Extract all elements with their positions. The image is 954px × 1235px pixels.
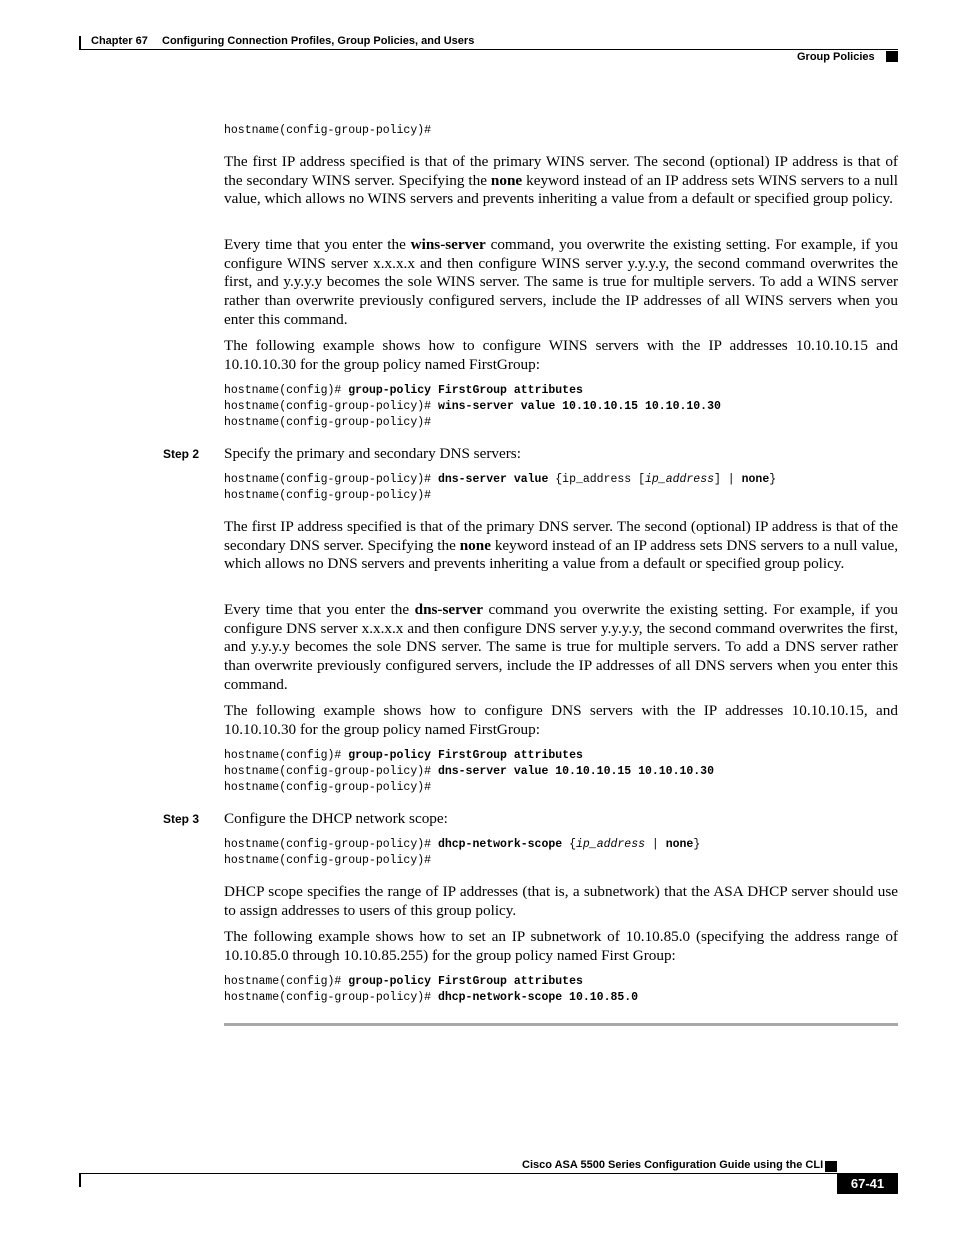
wins-paragraph-2: Every time that you enter the wins-server command, you overwrite the existing setting. For example, if you configure WINS server x.x.x.x and then configure WINS server y.y.y.y, the second command overwrites the first, and y.y.y.y becomes the sole WINS server. The same is true for multiple servers. To add a WINS server rather than overwrite previously configured servers, include the IP addresses of all WINS servers when you enter this command.	[224, 236, 898, 328]
step-3-text: Configure the DHCP network scope:	[224, 810, 448, 827]
wins-paragraph-3: The following example shows how to configure WINS servers with the IP addresses 10.10.10.15 and 10.10.10.30 for the group policy named FirstGroup:	[224, 337, 898, 373]
dhcp-example-code: hostname(config)# group-policy FirstGroup attributes hostname(config-group-policy)# dhcp-network-scope 10.10.85.0	[224, 975, 639, 1004]
keyword-dns-server: dns-server	[414, 601, 483, 618]
header-rule	[79, 49, 898, 50]
header-chapter: Chapter 67	[91, 35, 148, 47]
footer-left-bar	[79, 1173, 81, 1187]
wins-example-code: hostname(config)# group-policy FirstGroup attributes hostname(config-group-policy)# wins-server value 10.10.10.15 10.10.10.30 hostname(config-group-policy)#	[224, 384, 721, 429]
step-3-label: Step 3	[163, 812, 200, 826]
keyword-none: none	[490, 171, 523, 189]
footer-guide-title: Cisco ASA 5500 Series Configuration Guide using the CLI	[522, 1159, 824, 1171]
step-2-text: Specify the primary and secondary DNS servers:	[224, 445, 521, 462]
header-chapter-title: Configuring Connection Profiles, Group Policies, and Users	[162, 35, 475, 47]
dhcp-paragraph-2: The following example shows how to set an IP subnetwork of 10.10.85.0 (specifying the address range of 10.10.85.0 through 10.10.85.255) for the group policy named First Group:	[224, 928, 898, 964]
dns-server-syntax: hostname(config-group-policy)# dns-server value {ip_address [ip_address] | none} hostname(config-group-policy)#	[224, 473, 777, 502]
wins-paragraph-1: The first IP address specified is that of the primary WINS server. The second (optional) IP address is that of the secondary WINS server. Specifying the none keyword instead of an IP address sets WINS servers to a null value, which allows no WINS servers and prevents inheriting a value from a default or specified group policy.	[224, 153, 898, 208]
dns-paragraph-3: The following example shows how to configure DNS servers with the IP addresses 10.10.10.15, and 10.10.10.30 for the group policy named FirstGroup:	[224, 702, 898, 738]
dns-paragraph-2: Every time that you enter the dns-server command you overwrite the existing setting. For example, if you configure DNS server x.x.x.x and then configure DNS server y.y.y.y, the second command overwrites the first, and y.y.y.y becomes the sole DNS server. The same is true for multiple servers. To add a DNS server rather than overwrite previously configured servers, include the IP addresses of all DNS servers when you enter this command.	[224, 601, 899, 693]
keyword-wins-server: wins-server	[410, 236, 486, 253]
code-prompt: hostname(config-group-policy)#	[224, 124, 432, 137]
dhcp-paragraph-1: DHCP scope specifies the range of IP addresses (that is, a subnetwork) that the ASA DHCP server should use to assign addresses to users of this group policy.	[224, 883, 898, 919]
footer-marker	[825, 1161, 837, 1172]
step-2-label: Step 2	[163, 447, 200, 461]
dhcp-network-scope-syntax: hostname(config-group-policy)# dhcp-network-scope {ip_address | none} hostname(config-group-policy)#	[224, 838, 701, 867]
header-marker	[886, 51, 898, 62]
page-number: 67-41	[850, 1176, 885, 1191]
header-left-bar	[79, 36, 81, 50]
keyword-none: none	[459, 536, 491, 554]
procedure-end-rule	[224, 1023, 898, 1026]
dns-paragraph-1: The first IP address specified is that of the primary DNS server. The second (optional) IP address is that of the secondary DNS server. Specifying the none keyword instead of an IP address sets DNS servers to a null value, which allows no DNS servers and prevents inheriting a value from a default or specified group policy.	[224, 518, 898, 573]
header-section: Group Policies	[797, 51, 875, 63]
dns-example-code: hostname(config)# group-policy FirstGroup attributes hostname(config-group-policy)# dns-server value 10.10.10.15 10.10.10.30 hostname(config-group-policy)#	[224, 749, 714, 794]
footer-rule	[79, 1173, 898, 1174]
